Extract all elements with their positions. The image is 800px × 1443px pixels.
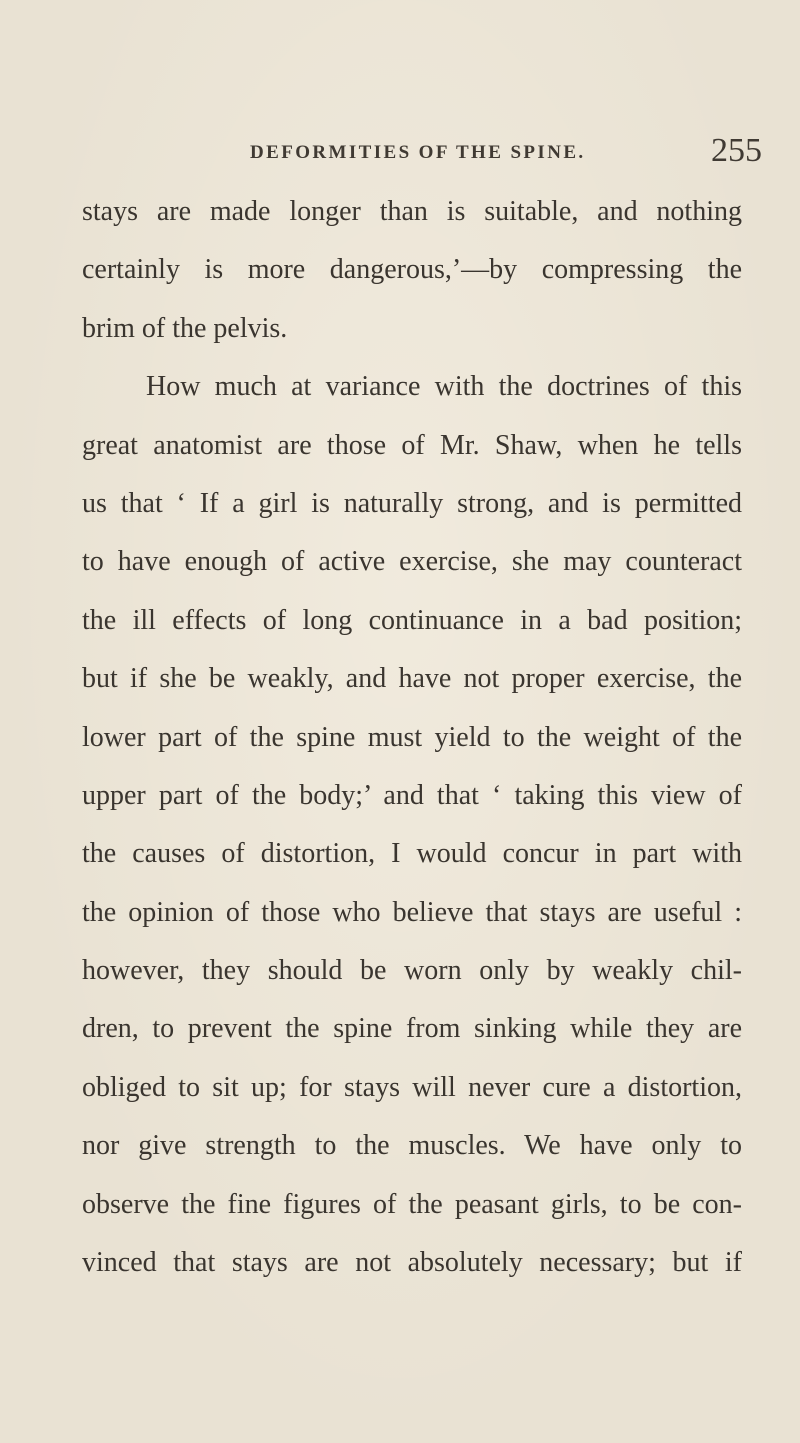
text-line: nor give strength to the muscles. We have only to <box>82 1130 742 1162</box>
text-line: to have enough of active exercise, she may counteract <box>82 546 742 578</box>
text-line: lower part of the spine must yield to the weight of the <box>82 721 742 753</box>
text-line: vinced that stays are not absolutely necessary; but if <box>82 1247 742 1279</box>
text-line: however, they should be worn only by weakly chil- <box>82 955 742 987</box>
text-line: great anatomist are those of Mr. Shaw, when he tells <box>82 429 742 461</box>
page-number: 255 <box>711 132 762 169</box>
text-line: obliged to sit up; for stays will never cure a distortion, <box>82 1071 742 1103</box>
text-line: How much at variance with the doctrines of this <box>146 371 742 403</box>
running-title: DEFORMITIES OF THE SPINE. <box>250 142 586 163</box>
text-line: the opinion of those who believe that stays are useful : <box>82 896 742 928</box>
text-line: the causes of distortion, I would concur in part with <box>82 838 742 870</box>
text-line: certainly is more dangerous,’—by compressing the <box>82 254 742 286</box>
text-line: the ill effects of long continuance in a bad position; <box>82 604 742 636</box>
text-line: us that ‘ If a girl is naturally strong, and is permitted <box>82 487 742 519</box>
paragraph-2 <box>82 358 742 1292</box>
text-line: but if she be weakly, and have not proper exercise, the <box>82 663 742 695</box>
text-line: observe the fine figures of the peasant girls, to be con- <box>82 1188 742 1220</box>
text-line: brim of the pelvis. <box>82 312 288 344</box>
text-line: stays are made longer than is suitable, and nothing <box>82 196 742 227</box>
running-head <box>0 130 800 170</box>
paragraph-1 <box>82 183 742 358</box>
text-line: dren, to prevent the spine from sinking while they are <box>82 1013 742 1045</box>
text-line: upper part of the body;’ and that ‘ taking this view of <box>82 779 742 811</box>
body-text <box>82 183 742 1292</box>
